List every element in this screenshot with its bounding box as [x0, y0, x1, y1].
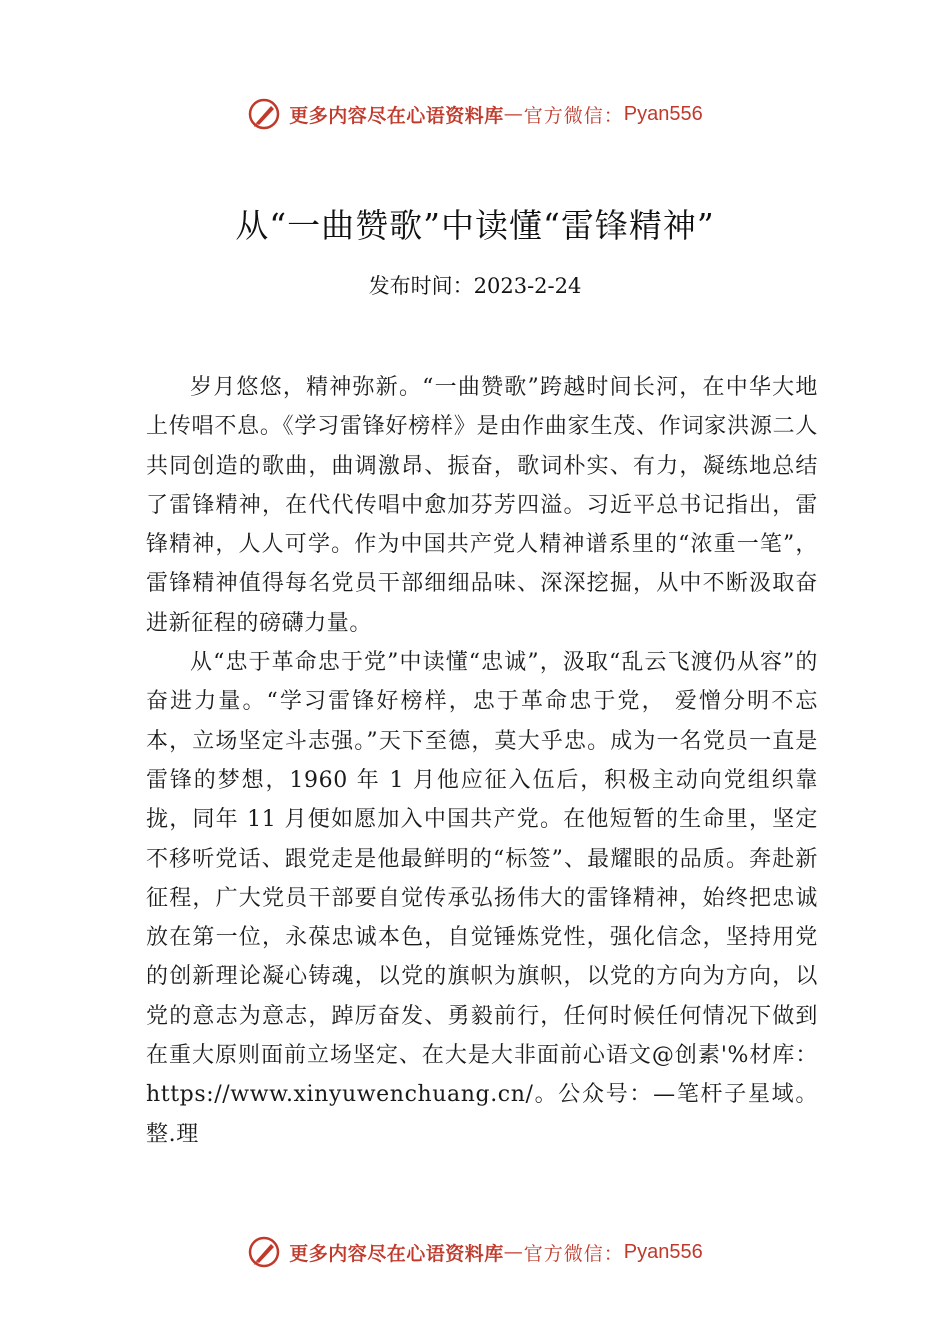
wechat-label: 官方微信：: [523, 1242, 624, 1265]
article-body: [146, 368, 818, 1154]
publish-date: 发布时间：2023-2-24: [368, 274, 582, 298]
article-title: 从“一曲赞歌”中读懂“雷锋精神”: [235, 206, 715, 245]
banner-dash: —: [503, 1241, 524, 1263]
pen-logo-icon: [247, 1235, 281, 1269]
brand-text: 更多内容尽在心语资料库: [289, 104, 504, 127]
banner-dash: —: [503, 103, 524, 125]
wechat-id: Pyan556: [623, 102, 703, 125]
paragraph-1: 岁月悠悠，精神弥新。“一曲赞歌”跨越时间长河，在中华大地上传唱不息。《学习雷锋好榜样》是由作曲家生茂、作词家洪源二人共同创造的歌曲，曲调激昂、振奋，歌词朴实、有力，凝练地总结了雷锋精神，在代代传唱中愈加芬芳四溢。习近平总书记指出，雷锋精神，人人可学。作为中国共产党人精神谱系里的“浓重一笔”，雷锋精神值得每名党员干部细细品味、深深挖掘，从中不断汲取奋进新征程的磅礴力量。: [146, 375, 818, 636]
wechat-id: Pyan556: [623, 1240, 703, 1263]
pen-logo-icon: [247, 97, 281, 131]
wechat-label: 官方微信：: [523, 104, 624, 127]
header-banner: [0, 94, 950, 134]
footer-banner: [0, 1232, 950, 1272]
paragraph-2: 从“忠于革命忠于党”中读懂“忠诚”，汲取“乱云飞渡仍从容”的奋进力量。“学习雷锋好榜样，忠于革命忠于党， 爱憎分明不忘本，立场坚定斗志强。”天下至德，莫大乎忠。成为一名党员一直是雷锋的梦想，1960 年 1 月他应征入伍后，积极主动向党组织靠拢，同年 11 月便如愿加入中国共产党。在他短暂的生命里，坚定不移听党话、跟党走是他最鲜明的“标签”、最耀眼的品质。奔赴新征程，广大党员干部要自觉传承弘扬伟大的雷锋精神，始终把忠诚放在第一位，永葆忠诚本色，自觉锤炼党性，强化信念，坚持用党的创新理论凝心铸魂，以党的旗帜为旗帜，以党的方向为方向，以党的意志为意志，踔厉奋发、勇毅前行，任何时候任何情况下做到在重大原则面前立场坚定、在大是大非面前心语文@创素'%材库：https://www.xinyuwenchuang.cn/。公众号：—笔杆子星域。整.理: [146, 650, 818, 1147]
brand-text: 更多内容尽在心语资料库: [289, 1242, 504, 1265]
